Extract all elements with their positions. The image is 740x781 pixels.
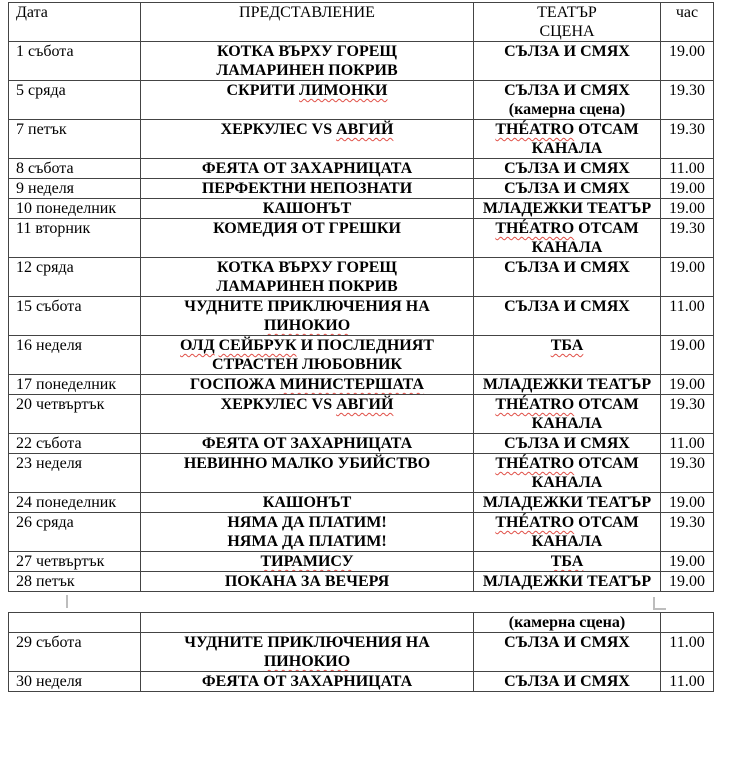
misspelled-word: ЛИМОНКИ: [299, 82, 388, 99]
word: КАШОНЪТ: [262, 200, 352, 217]
schedule-row: [9, 572, 714, 592]
misspelled-word: СЕЙБРУК: [218, 337, 297, 354]
performance-cell: [141, 219, 474, 258]
theatre-cell: [474, 613, 661, 633]
performance-line: [141, 159, 473, 178]
word: (камерна сцена): [508, 614, 626, 631]
time-cell: 19.30: [661, 513, 714, 552]
word: СЪЛЗА И СМЯХ: [504, 160, 630, 177]
theatre-cell: [474, 552, 661, 572]
misspelled-word: THÉATRO: [495, 220, 575, 237]
performance-line: [141, 277, 473, 296]
date-cell: 23 неделя: [9, 454, 141, 493]
performance-cell: [141, 572, 474, 592]
schedule-row: [9, 159, 714, 179]
word: НЕВИННО МАЛКО УБИЙСТВО: [183, 455, 431, 472]
performance-cell: [141, 454, 474, 493]
schedule-row: [9, 120, 714, 159]
date-cell: 30 неделя: [9, 672, 141, 692]
date-cell: 15 събота: [9, 297, 141, 336]
performance-line: [141, 81, 473, 100]
schedule-row: [9, 81, 714, 120]
word: ГОСПОЖА: [189, 376, 280, 393]
word: ЛАМАРИНЕН ПОКРИВ: [216, 62, 398, 79]
word: МЛАДЕЖКИ ТЕАТЪР: [482, 573, 652, 590]
performance-line: [141, 672, 473, 691]
schedule-row: [9, 454, 714, 493]
theatre-schedule-document: [8, 2, 714, 692]
theatre-cell: [474, 572, 661, 592]
word: КАНАЛА: [531, 533, 603, 550]
word: ПОКАНА ЗА ВЕЧЕРЯ: [224, 573, 390, 590]
performance-cell: [141, 199, 474, 219]
theatre-cell: [474, 258, 661, 297]
schedule-row: [9, 513, 714, 552]
word: ПЕРФЕКТНИ НЕПОЗНАТИ: [201, 180, 413, 197]
word: СЪЛЗА И СМЯХ: [504, 259, 630, 276]
theatre-cell: [474, 219, 661, 258]
header-row: [9, 3, 714, 42]
performance-cell: [141, 375, 474, 395]
date-cell: 8 събота: [9, 159, 141, 179]
performance-line: [141, 434, 473, 453]
performance-line: [141, 120, 473, 139]
table-boundary-mark-left: [66, 595, 68, 608]
theatre-line: [474, 414, 660, 433]
schedule-row: [9, 633, 714, 672]
theatre-cell: [474, 336, 661, 375]
theatre-line: [474, 493, 660, 512]
header-time: час: [661, 3, 714, 42]
performance-cell: [141, 434, 474, 454]
date-cell: 7 петък: [9, 120, 141, 159]
performance-line: [141, 572, 473, 591]
word: СЪЛЗА И СМЯХ: [504, 298, 630, 315]
time-cell: 19.00: [661, 42, 714, 81]
misspelled-word: THÉATRO: [495, 455, 575, 472]
performance-cell: [141, 613, 474, 633]
theatre-cell: [474, 395, 661, 434]
schedule-row: [9, 434, 714, 454]
schedule-row: [9, 219, 714, 258]
theatre-cell: [474, 672, 661, 692]
theatre-line: [474, 532, 660, 551]
performance-line: [141, 375, 473, 394]
word: КАНАЛА: [531, 140, 603, 157]
time-cell: 11.00: [661, 159, 714, 179]
word: ФЕЯТА ОТ ЗАХАРНИЦАТА: [201, 435, 413, 452]
word: НЯМА ДА ПЛАТИМ!: [227, 514, 387, 531]
performance-line: [141, 355, 473, 374]
time-cell: 11.00: [661, 672, 714, 692]
misspelled-word: МИНИСТЕРШАТА: [279, 376, 425, 393]
performance-line: [141, 199, 473, 218]
performance-cell: [141, 81, 474, 120]
theatre-line: [474, 336, 660, 355]
word: ОТСАМ: [574, 514, 639, 531]
theatre-line: [474, 473, 660, 492]
date-cell: 17 понеделник: [9, 375, 141, 395]
performance-cell: [141, 297, 474, 336]
theatre-line: [474, 552, 660, 571]
theatre-line: [474, 672, 660, 691]
word: КОТКА ВЪРХУ ГОРЕЩ: [217, 259, 397, 276]
word: ХЕРКУЛЕС VS: [220, 396, 337, 413]
time-cell: 11.00: [661, 633, 714, 672]
word: СТРАСТЕН ЛЮБОВНИК: [211, 356, 403, 373]
theatre-line: [474, 42, 660, 61]
word: СЪЛЗА И СМЯХ: [504, 435, 630, 452]
header-date: Дата: [9, 3, 141, 42]
word: КАШОНЪТ: [262, 494, 352, 511]
word: ЧУДНИТЕ ПРИКЛЮЧЕНИЯ НА: [184, 298, 430, 315]
schedule-row: [9, 613, 714, 633]
date-cell: 26 сряда: [9, 513, 141, 552]
schedule-row: [9, 395, 714, 434]
schedule-table-main: [8, 2, 714, 592]
theatre-cell: [474, 42, 661, 81]
schedule-row: [9, 258, 714, 297]
performance-cell: [141, 552, 474, 572]
misspelled-word: ТБА: [550, 553, 584, 570]
theatre-line: [474, 81, 660, 100]
time-cell: 19.30: [661, 81, 714, 120]
performance-line: [141, 179, 473, 198]
performance-line: [141, 532, 473, 551]
word: ФЕЯТА ОТ ЗАХАРНИЦАТА: [201, 160, 413, 177]
time-cell: 19.00: [661, 375, 714, 395]
schedule-row: [9, 179, 714, 199]
misspelled-word: ТБА: [550, 337, 584, 354]
date-cell: 16 неделя: [9, 336, 141, 375]
date-cell: 9 неделя: [9, 179, 141, 199]
word: КАНАЛА: [531, 239, 603, 256]
performance-line: [141, 633, 473, 652]
misspelled-word: THÉATRO: [495, 121, 575, 138]
word: КОТКА ВЪРХУ ГОРЕЩ: [217, 43, 397, 60]
word: ЛАМАРИНЕН ПОКРИВ: [216, 278, 398, 295]
schedule-row: [9, 552, 714, 572]
theatre-line: [474, 258, 660, 277]
theatre-cell: [474, 179, 661, 199]
performance-cell: [141, 336, 474, 375]
theatre-cell: [474, 375, 661, 395]
performance-cell: [141, 159, 474, 179]
theatre-line: [474, 375, 660, 394]
theatre-line: [474, 454, 660, 473]
theatre-cell: [474, 454, 661, 493]
theatre-line: [474, 613, 660, 632]
performance-line: [141, 297, 473, 316]
time-cell: 19.00: [661, 199, 714, 219]
performance-cell: [141, 179, 474, 199]
performance-cell: [141, 258, 474, 297]
time-cell: 11.00: [661, 297, 714, 336]
word: ОТСАМ: [574, 455, 639, 472]
misspelled-word: ОЛД: [180, 337, 215, 354]
date-cell: [9, 613, 141, 633]
header-theatre-line2: СЦЕНА: [539, 23, 595, 40]
performance-line: [141, 219, 473, 238]
word: КАНАЛА: [531, 415, 603, 432]
performance-line: [141, 454, 473, 473]
schedule-row: [9, 336, 714, 375]
word: СЪЛЗА И СМЯХ: [504, 634, 630, 651]
misspelled-word: THÉATRO: [495, 514, 575, 531]
word: ФЕЯТА ОТ ЗАХАРНИЦАТА: [201, 673, 413, 690]
performance-cell: [141, 513, 474, 552]
time-cell: 19.00: [661, 179, 714, 199]
theatre-line: [474, 179, 660, 198]
performance-cell: [141, 395, 474, 434]
table-boundary-mark-right: [653, 597, 666, 610]
word: ХЕРКУЛЕС VS: [220, 121, 337, 138]
date-cell: 1 събота: [9, 42, 141, 81]
word: СЪЛЗА И СМЯХ: [504, 673, 630, 690]
theatre-cell: [474, 297, 661, 336]
word: СКРИТИ: [226, 82, 300, 99]
performance-line: [141, 61, 473, 80]
misspelled-word: ПИНОКИО: [263, 317, 351, 334]
time-cell: 19.00: [661, 493, 714, 513]
date-cell: 27 четвъртък: [9, 552, 141, 572]
performance-line: [141, 493, 473, 512]
schedule-row: [9, 42, 714, 81]
performance-cell: [141, 42, 474, 81]
theatre-line: [474, 297, 660, 316]
performance-cell: [141, 120, 474, 159]
date-cell: 24 понеделник: [9, 493, 141, 513]
time-cell: 19.00: [661, 258, 714, 297]
performance-line: [141, 652, 473, 671]
word: МЛАДЕЖКИ ТЕАТЪР: [482, 376, 652, 393]
header-theatre-line1: ТЕАТЪР: [537, 4, 597, 21]
theatre-line: [474, 159, 660, 178]
schedule-row: [9, 672, 714, 692]
time-cell: 19.30: [661, 120, 714, 159]
schedule-row: [9, 493, 714, 513]
performance-cell: [141, 672, 474, 692]
date-cell: 11 вторник: [9, 219, 141, 258]
performance-line: [141, 395, 473, 414]
word: ЧУДНИТЕ ПРИКЛЮЧЕНИЯ НА: [184, 634, 430, 651]
theatre-line: [474, 100, 660, 119]
schedule-row: [9, 297, 714, 336]
theatre-line: [474, 120, 660, 139]
word: КАНАЛА: [531, 474, 603, 491]
performance-cell: [141, 493, 474, 513]
time-cell: 19.00: [661, 336, 714, 375]
performance-line: [141, 316, 473, 335]
word: (камерна сцена): [508, 101, 626, 118]
word: ОТСАМ: [574, 220, 639, 237]
theatre-cell: [474, 159, 661, 179]
page-break-gap: [8, 592, 713, 612]
misspelled-word: ПИНОКИО: [263, 653, 351, 670]
theatre-line: [474, 434, 660, 453]
word: ОТСАМ: [574, 121, 639, 138]
theatre-line: [474, 238, 660, 257]
word: МЛАДЕЖКИ ТЕАТЪР: [482, 494, 652, 511]
theatre-cell: [474, 81, 661, 120]
word: КОМЕДИЯ ОТ ГРЕШКИ: [213, 220, 401, 237]
word: СЪЛЗА И СМЯХ: [504, 43, 630, 60]
word: СЪЛЗА И СМЯХ: [504, 180, 630, 197]
theatre-line: [474, 199, 660, 218]
theatre-line: [474, 139, 660, 158]
performance-line: [141, 552, 473, 571]
date-cell: 10 понеделник: [9, 199, 141, 219]
theatre-line: [474, 572, 660, 591]
time-cell: 19.00: [661, 552, 714, 572]
time-cell: 19.30: [661, 454, 714, 493]
theatre-line: [474, 633, 660, 652]
word: МЛАДЕЖКИ ТЕАТЪР: [482, 200, 652, 217]
date-cell: 12 сряда: [9, 258, 141, 297]
date-cell: 28 петък: [9, 572, 141, 592]
date-cell: 20 четвъртък: [9, 395, 141, 434]
schedule-row: [9, 375, 714, 395]
theatre-line: [474, 513, 660, 532]
schedule-table-overflow: [8, 612, 714, 692]
misspelled-word: АВГИЙ: [336, 396, 394, 413]
word: СЪЛЗА И СМЯХ: [504, 82, 630, 99]
performance-line: [141, 513, 473, 532]
theatre-line: [474, 219, 660, 238]
date-cell: 22 събота: [9, 434, 141, 454]
time-cell: [661, 613, 714, 633]
theatre-cell: [474, 493, 661, 513]
theatre-cell: [474, 120, 661, 159]
misspelled-word: ТИРАМИСУ: [260, 553, 354, 570]
theatre-cell: [474, 434, 661, 454]
performance-line: [141, 336, 473, 355]
performance-line: [141, 258, 473, 277]
theatre-line: [474, 395, 660, 414]
time-cell: 11.00: [661, 434, 714, 454]
date-cell: 29 събота: [9, 633, 141, 672]
header-performance: ПРЕДСТАВЛЕНИЕ: [141, 3, 474, 42]
date-cell: 5 сряда: [9, 81, 141, 120]
theatre-cell: [474, 633, 661, 672]
theatre-cell: [474, 513, 661, 552]
word: И ПОСЛЕДНИЯТ: [296, 337, 434, 354]
theatre-cell: [474, 199, 661, 219]
misspelled-word: АВГИЙ: [336, 121, 394, 138]
misspelled-word: THÉATRO: [495, 396, 575, 413]
performance-line: [141, 42, 473, 61]
time-cell: 19.30: [661, 395, 714, 434]
header-theatre: [474, 3, 661, 42]
time-cell: 19.30: [661, 219, 714, 258]
performance-cell: [141, 633, 474, 672]
time-cell: 19.00: [661, 572, 714, 592]
word: ОТСАМ: [574, 396, 639, 413]
word: НЯМА ДА ПЛАТИМ!: [227, 533, 387, 550]
schedule-row: [9, 199, 714, 219]
